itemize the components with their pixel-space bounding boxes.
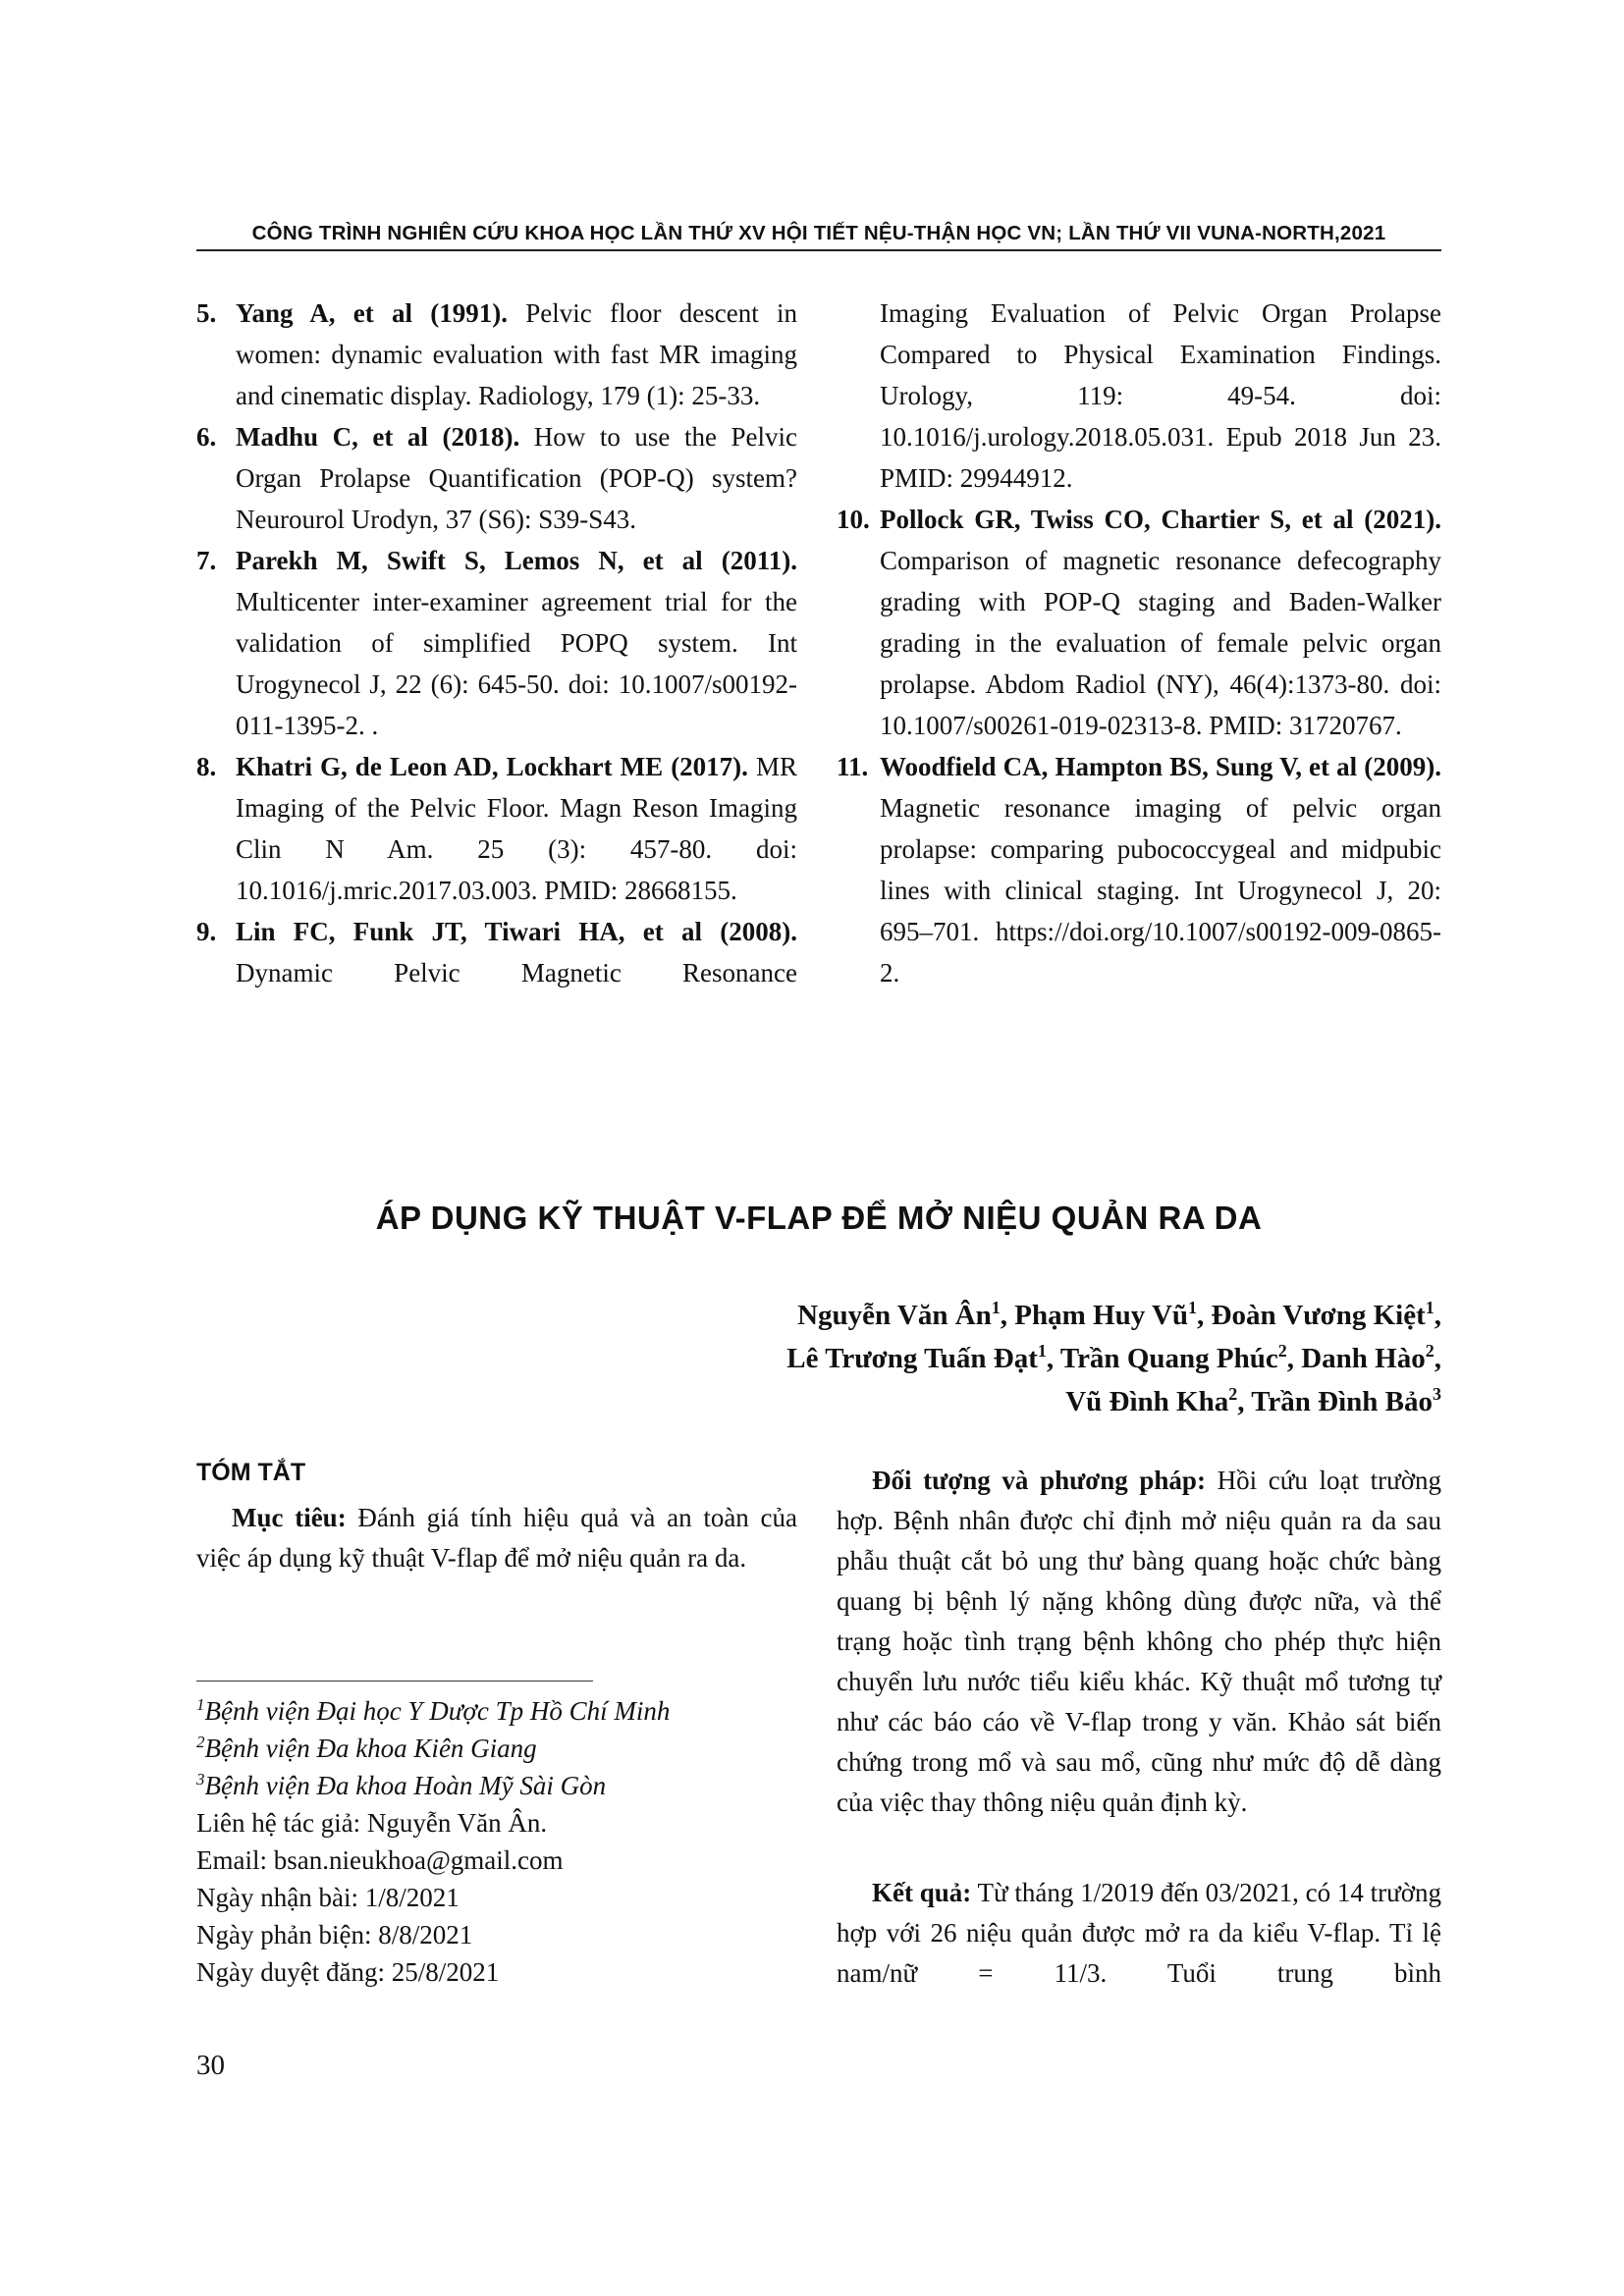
- reference-item: [837, 746, 1441, 993]
- date-reviewed: Ngày phản biện: 8/8/2021: [196, 1920, 473, 1949]
- author-name: Vũ Đình Kha: [1065, 1386, 1229, 1417]
- reference-continuation: [837, 293, 1441, 499]
- reference-number: 11.: [837, 752, 869, 781]
- affiliation-text: Bệnh viện Đa khoa Kiên Giang: [204, 1734, 537, 1763]
- affiliation-sup: 1: [1188, 1298, 1198, 1317]
- affiliation-sup: 1: [1037, 1341, 1047, 1361]
- author-name: Lê Trương Tuấn Đạt: [786, 1343, 1038, 1374]
- author-name: Đoàn Vương Kiệt: [1211, 1300, 1426, 1331]
- author-name: Danh Hào: [1301, 1343, 1426, 1374]
- reference-authors: Lin FC, Funk JT, Tiwari HA, et al (2008).: [236, 917, 797, 946]
- affiliation-1: [196, 1692, 825, 1730]
- reference-text: Multicenter inter-examiner agreement trial for the validation of simplified POPQ system. Int Urogynecol J, 22 (6): 645-50. doi: 10.1007/s00192-011-1395-2. .: [236, 587, 797, 740]
- reference-authors: Khatri G, de Leon AD, Lockhart ME (2017).: [236, 752, 748, 781]
- references-left-column: [196, 293, 797, 993]
- footnote-rule: [196, 1681, 593, 1682]
- date-accepted: Ngày duyệt đăng: 25/8/2021: [196, 1957, 500, 1987]
- author-name: Phạm Huy Vũ: [1014, 1300, 1189, 1331]
- reference-text: MR Imaging of the Pelvic Floor. Magn Reson Imaging Clin N Am. 25 (3): 457-80. doi: 10.1016/j.mric.2017.03.003. PMID: 28668155.: [236, 752, 797, 905]
- affiliation-2: [196, 1730, 825, 1767]
- author-sep: ,: [1046, 1343, 1060, 1374]
- methods-label: Đối tượng và phương pháp:: [872, 1466, 1206, 1495]
- author-sep: ,: [1434, 1343, 1441, 1374]
- author-sep: ,: [1000, 1300, 1015, 1331]
- reference-authors: Pollock GR, Twiss CO, Chartier S, et al (2021).: [880, 505, 1441, 534]
- contact-author: Liên hệ tác giả: Nguyễn Văn Ân.: [196, 1808, 548, 1838]
- author-name: Trần Đình Bảo: [1251, 1386, 1433, 1417]
- reference-authors: Woodfield CA, Hampton BS, Sung V, et al (2009).: [880, 752, 1441, 781]
- author-line: [550, 1294, 1441, 1337]
- reference-number: 10.: [837, 505, 870, 534]
- reference-text: Comparison of magnetic resonance defecography grading with POP-Q staging and Baden-Walker grading in the evaluation of female pelvic organ prolapse. Abdom Radiol (NY), 46(4):1373-80. doi: 10.1007/s00261-019-02313-8. PMID: 31720767.: [880, 546, 1441, 740]
- reference-number: 6.: [196, 422, 217, 452]
- reference-number: 7.: [196, 546, 217, 575]
- affiliation-sup: 2: [1228, 1384, 1238, 1404]
- affiliation-sup: 1: [1425, 1298, 1435, 1317]
- methods-text: Hồi cứu loạt trường hợp. Bệnh nhân được chỉ định mở niệu quản ra da sau phẫu thuật cắt bỏ ung thư bàng quang hoặc chức bàng quang bị bệnh lý nặng không dùng được nữa, và thể trạng hoặc tình trạng bệnh không cho phép thực hiện chuyển lưu nước tiểu kiểu khác. Kỹ thuật mổ tương tự như các báo cáo về V-flap trong y văn. Khảo sát biến chứng trong mổ và sau mổ, cũng như mức độ dễ dàng của việc thay thông niệu quản định kỳ.: [837, 1466, 1442, 1817]
- affiliation-3: [196, 1767, 825, 1804]
- affiliation-sup: 2: [1425, 1341, 1435, 1361]
- author-name: Trần Quang Phúc: [1059, 1343, 1278, 1374]
- objective-text: Đánh giá tính hiệu quả và an toàn của việc áp dụng kỹ thuật V-flap để mở niệu quản ra da.: [196, 1503, 797, 1573]
- reference-number: 8.: [196, 752, 217, 781]
- abstract-heading: TÓM TẮT: [196, 1459, 306, 1486]
- affiliation-sup: 2: [1277, 1341, 1287, 1361]
- results-label: Kết quả:: [872, 1878, 972, 1907]
- reference-text: Pelvic floor descent in women: dynamic evaluation with fast MR imaging and cinematic display. Radiology, 179 (1): 25-33.: [236, 298, 797, 410]
- author-sep: ,: [1237, 1386, 1252, 1417]
- reference-authors: Yang A, et al (1991).: [236, 298, 509, 328]
- reference-item: [196, 746, 797, 911]
- affiliation-sup: 1: [196, 1695, 205, 1714]
- author-line: [550, 1380, 1441, 1423]
- reference-text: Imaging Evaluation of Pelvic Organ Prolapse Compared to Physical Examination Findings. Urology, 119: 49-54. doi: 10.1016/j.urology.2018.05.031. Epub 2018 Jun 23. PMID: 29944912.: [880, 298, 1441, 493]
- author-sep: ,: [1197, 1300, 1212, 1331]
- reference-number: 5.: [196, 298, 217, 328]
- reference-number: 9.: [196, 917, 217, 946]
- contact-email: Email: bsan.nieukhoa@gmail.com: [196, 1845, 564, 1875]
- affiliation-text: Bệnh viện Đại học Y Dược Tp Hồ Chí Minh: [204, 1696, 671, 1726]
- header-rule: [196, 249, 1441, 251]
- objective-paragraph: [196, 1498, 797, 1578]
- affiliation-sup: 3: [1433, 1384, 1441, 1404]
- article-title: ÁP DỤNG KỸ THUẬT V-FLAP ĐỂ MỞ NIỆU QUẢN RA DA: [375, 1200, 1263, 1236]
- reference-item: [196, 911, 797, 993]
- methods-paragraph: [837, 1461, 1441, 1823]
- date-received: Ngày nhận bài: 1/8/2021: [196, 1883, 460, 1912]
- author-line: [550, 1337, 1441, 1380]
- reference-authors: Parekh M, Swift S, Lemos N, et al (2011).: [236, 546, 797, 575]
- affiliation-sup: 3: [196, 1770, 205, 1789]
- author-sep: ,: [1286, 1343, 1302, 1374]
- author-name: Nguyễn Văn Ân: [797, 1300, 992, 1331]
- results-text: Từ tháng 1/2019 đến 03/2021, có 14 trường hợp với 26 niệu quản được mở ra da kiểu V-flap. Tỉ lệ nam/nữ = 11/3. Tuổi trung bình: [837, 1878, 1441, 1988]
- page-number: 30: [196, 2050, 225, 2081]
- reference-text: Magnetic resonance imaging of pelvic organ prolapse: comparing pubococcygeal and midpubic lines with clinical staging. Int Urogynecol J, 20: 695–701. https://doi.org/10.1007/s00192-009-0865-2.: [880, 793, 1441, 988]
- reference-item: [837, 499, 1441, 746]
- reference-text: Dynamic Pelvic Magnetic Resonance: [236, 958, 797, 988]
- author-sep: ,: [1434, 1300, 1441, 1331]
- references-right-column: [837, 293, 1441, 993]
- objective-label: Mục tiêu:: [232, 1503, 347, 1532]
- affiliation-text: Bệnh viện Đa khoa Hoàn Mỹ Sài Gòn: [204, 1771, 607, 1800]
- results-paragraph: [837, 1873, 1441, 1994]
- reference-text: How to use the Pelvic Organ Prolapse Quantification (POP-Q) system? Neurourol Urodyn, 37 (S6): S39-S43.: [236, 422, 797, 534]
- reference-item: [196, 540, 797, 746]
- affiliation-sup: 2: [196, 1733, 205, 1751]
- affiliation-sup: 1: [991, 1298, 1001, 1317]
- running-header: CÔNG TRÌNH NGHIÊN CỨU KHOA HỌC LẦN THỨ XV HỘI TIẾT NỆU-THẬN HỌC VN; LẦN THỨ VII VUNA-NORTH,2021: [251, 222, 1386, 244]
- reference-item: [196, 416, 797, 540]
- author-list: [550, 1294, 1441, 1423]
- reference-authors: Madhu C, et al (2018).: [236, 422, 520, 452]
- reference-item: [196, 293, 797, 416]
